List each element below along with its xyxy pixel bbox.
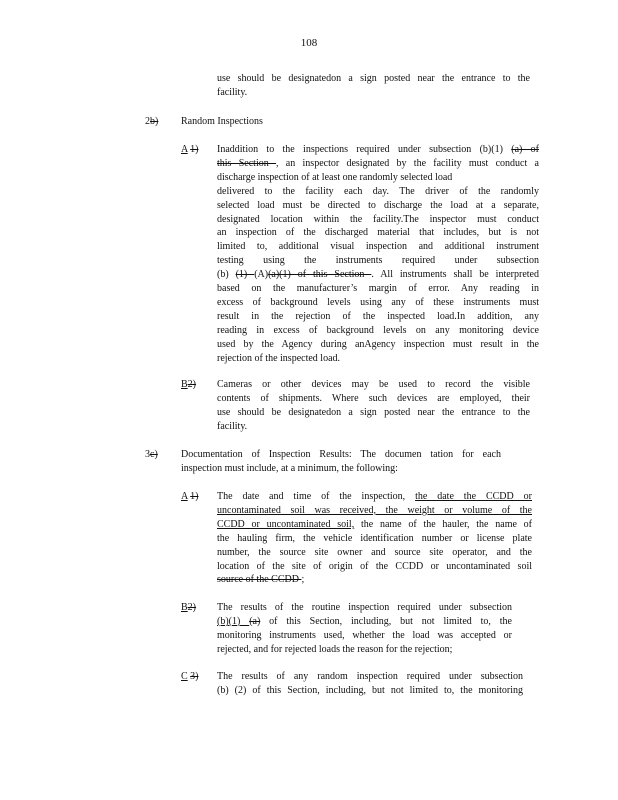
item-3b-marker: B2) xyxy=(181,602,197,613)
text-line: The results of any random inspection required under subsection xyxy=(217,671,523,682)
item-3a-paragraph xyxy=(217,490,532,587)
text-line: number, the source site owner and source site operator, and the xyxy=(217,546,532,558)
item-3c-marker: C 3) xyxy=(181,671,199,682)
text-line: limited to, additional visual inspection and additional instrument xyxy=(217,241,539,253)
item-2b-paragraph xyxy=(217,378,530,434)
text-line: the hauling firm, the vehicle identification number or license plate xyxy=(217,532,532,544)
text-line: uncontaminated soil was received, the weight or volume of the xyxy=(217,504,532,516)
text-line: The date and time of the inspection, the date the CCDD or xyxy=(217,491,532,502)
text-line: delivered to the facility each day. The driver of the randomly xyxy=(217,185,539,197)
text-line: inspection must include, at a minimum, the following: xyxy=(181,462,398,474)
text-line: excess of background levels using any of these instruments must xyxy=(217,296,539,308)
text-line: selected load must be directed to discharge the load at a separate, xyxy=(217,199,539,211)
text-line: (b) (2) of this Section, including, but not limited to, the monitoring xyxy=(217,684,523,696)
item-2a-paragraph xyxy=(217,143,539,366)
text-line: facility. xyxy=(217,86,248,98)
text-line: use should be designatedon a sign posted near the entrance to the xyxy=(217,406,530,418)
item-3a-marker: A 1) xyxy=(181,491,199,502)
continuation-paragraph xyxy=(217,72,530,100)
item-2b-marker: B2) xyxy=(181,379,197,390)
text-line: (b) (1) (A)(a)(1) of this Section . All instruments shall be interpreted xyxy=(217,269,539,281)
text-line: contents of shipments. Where such devices are employed, their xyxy=(217,392,530,404)
text-line: Inaddition to the inspections required under subsection (b)(1) (a) of xyxy=(217,144,539,155)
text-line: location of the site of origin of the CCDD or uncontaminated soil xyxy=(217,560,532,572)
text-line: CCDD or uncontaminated soil, the name of the hauler, the name of xyxy=(217,518,532,530)
text-line: based on the manufacturer’s margin of error. Any reading in xyxy=(217,283,539,295)
text-line: designated location within the facility.The inspector must conduct xyxy=(217,213,539,225)
item-3b-paragraph xyxy=(217,601,512,657)
text-line: use should be designatedon a sign posted near the entrance to the xyxy=(217,73,530,84)
text-line: The results of the routine inspection required under subsection xyxy=(217,602,512,613)
page-number: 108 xyxy=(300,37,318,49)
text-line: rejection of the inspected load. xyxy=(217,352,341,364)
section-2-number: 2b) xyxy=(145,116,159,127)
section-2-heading: Random Inspections xyxy=(181,116,263,127)
text-line: (b)(1) (a) of this Section, including, but not limited to, the xyxy=(217,615,512,627)
text-line: this Section , an inspector designated by the facility must conduct a xyxy=(217,157,539,169)
section-3-number: 3c) xyxy=(145,449,158,460)
text-line: result in the rejection of the inspected load.In addition, any xyxy=(217,310,539,322)
text-line: an inspection of the discharged material that includes, but is not xyxy=(217,227,539,239)
text-line: reading in excess of background levels on any monitoring device xyxy=(217,324,539,336)
item-2a-marker: A 1) xyxy=(181,144,199,155)
text-line: monitoring instruments used, whether the load was accepted or xyxy=(217,629,512,641)
text-line: source of the CCDD ; xyxy=(217,574,305,586)
text-line: testing using the instruments required under subsection xyxy=(217,255,539,267)
text-line: discharge inspection of at least one randomly selected load xyxy=(217,171,453,183)
text-line: used by the Agency during anAgency inspection must result in the xyxy=(217,338,539,350)
text-line: rejected, and for rejected loads the reason for the rejection; xyxy=(217,643,453,655)
text-line: facility. xyxy=(217,420,248,432)
section-3-paragraph xyxy=(181,448,501,476)
text-line: Documentation of Inspection Results: The documen tation for each xyxy=(181,449,501,460)
text-line: Cameras or other devices may be used to record the visible xyxy=(217,379,530,390)
item-3c-paragraph xyxy=(217,670,523,698)
